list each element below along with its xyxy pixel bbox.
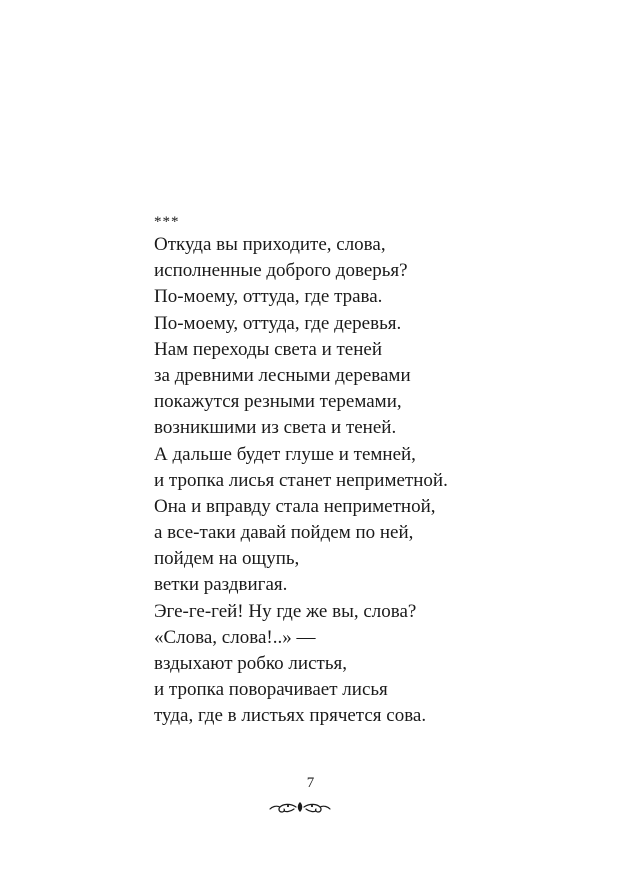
poem-line: ветки раздвигая.: [154, 574, 288, 596]
poem-line: туда, где в листьях прячется сова.: [154, 705, 427, 727]
poem-line: Нам переходы света и теней: [154, 338, 382, 360]
poem-line: вздыхают робко листья,: [154, 653, 347, 674]
poem-line: По-моему, оттуда, где деревья.: [154, 312, 402, 334]
poem-line: Эге-ге-гей! Ну где же вы, слова?: [154, 600, 417, 622]
section-separator: ***: [154, 214, 180, 230]
poem: [154, 212, 594, 730]
poem-line: за древними лесными деревами: [154, 364, 411, 386]
poem-line: покажутся резными теремами,: [154, 391, 402, 413]
poem-line: По-моему, оттуда, где трава.: [154, 286, 383, 308]
poem-line: А дальше будет глуше и темней,: [154, 443, 416, 465]
poem-line: возникшими из света и теней.: [154, 417, 397, 439]
poem-line: пойдем на ощупь,: [154, 548, 300, 570]
poem-line: Откуда вы приходите, слова,: [154, 234, 386, 255]
poem-line: и тропка лисья станет неприметной.: [154, 469, 448, 491]
poem-line: Она и вправду стала неприметной,: [154, 495, 436, 517]
poem-line: и тропка поворачивает лисья: [154, 679, 388, 701]
poem-line: а все-таки давай пойдем по ней,: [154, 522, 414, 544]
poem-line: исполненные доброго доверья?: [154, 260, 408, 282]
page-number: 7: [306, 775, 315, 791]
decorative-flourish-icon: [268, 796, 332, 818]
poem-lines: [154, 232, 594, 730]
poem-line: «Слова, слова!..» —: [154, 626, 316, 648]
